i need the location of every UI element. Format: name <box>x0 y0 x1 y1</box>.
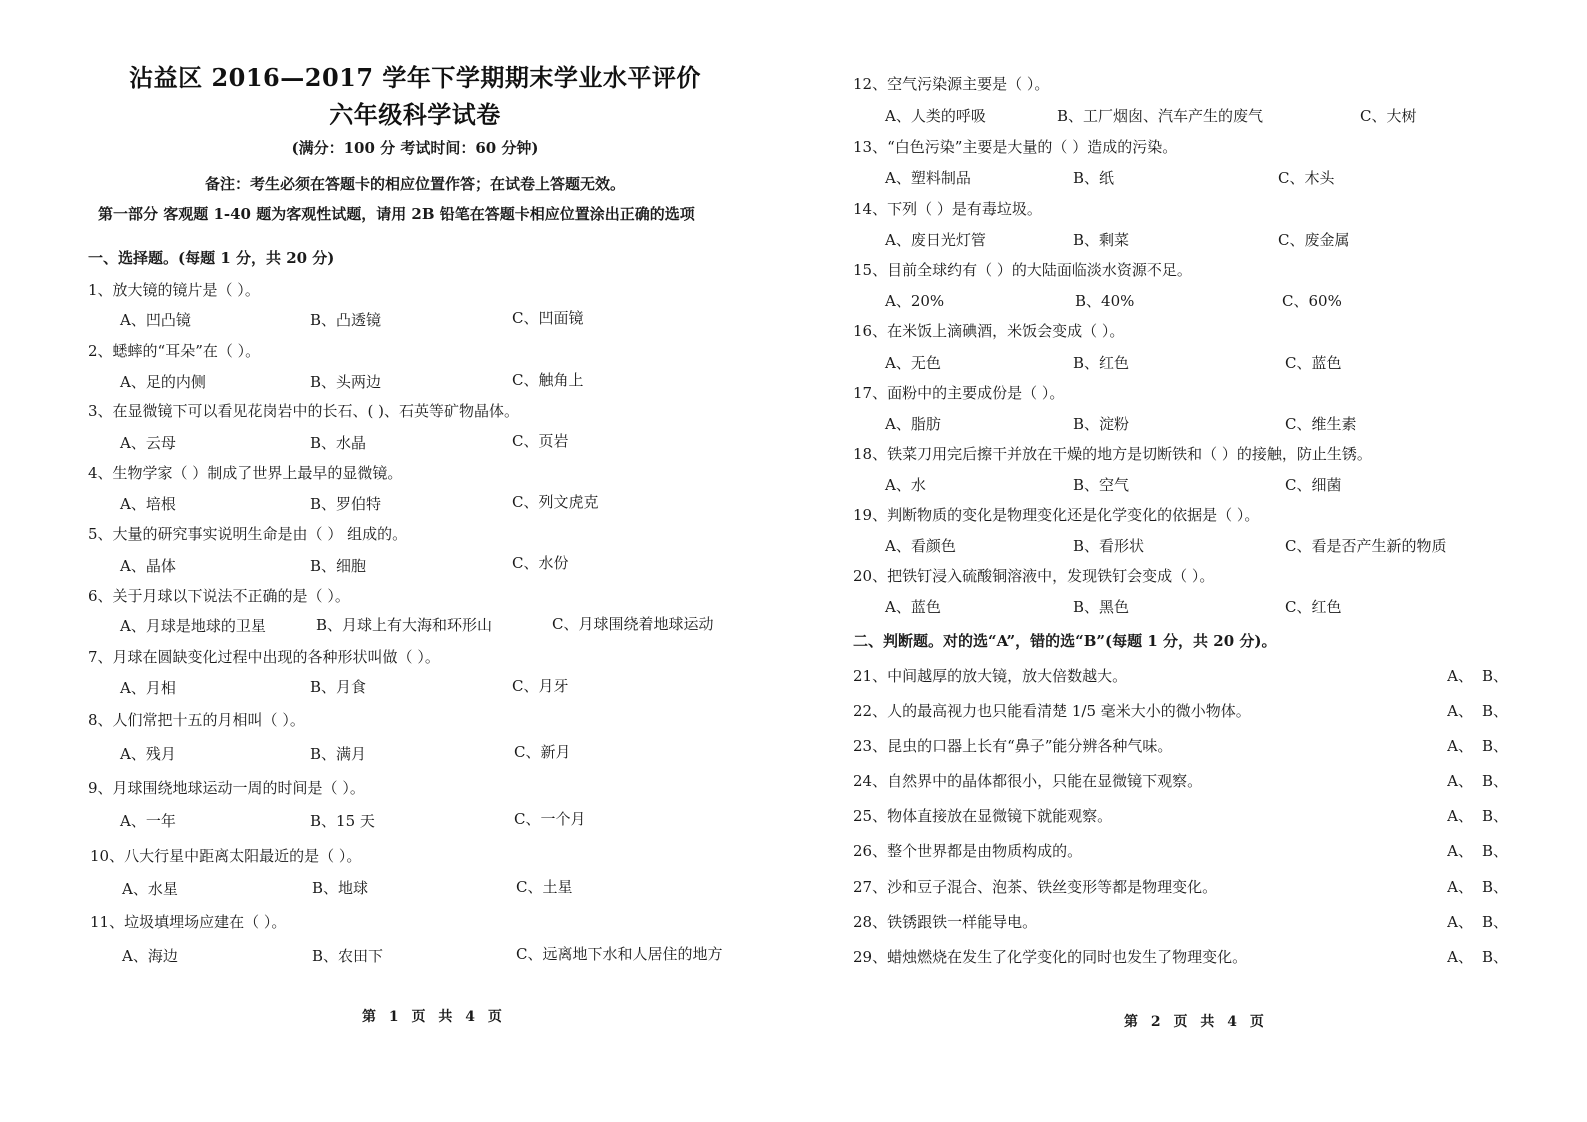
tf-text: 29、蜡烛燃烧在发生了化学变化的同时也发生了物理变化。 <box>853 948 1248 966</box>
option-17a: A、脂肪 <box>885 415 941 433</box>
option-12c: C、大树 <box>1360 107 1417 125</box>
option-2b: B、头两边 <box>310 373 382 391</box>
question-4: 4、生物学家（ ）制成了世界上最早的显微镜。 <box>88 464 403 482</box>
option-14c: C、废金属 <box>1278 231 1350 249</box>
option-7c: C、月牙 <box>512 677 569 695</box>
question-18: 18、铁菜刀用完后擦干并放在干燥的地方是切断铁和（ ）的接触，防止生锈。 <box>853 445 1372 463</box>
tf-option-a: A、 <box>1447 913 1473 931</box>
section-judgement-title: 二、判断题。对的选“A”，错的选“B”(每题 1 分，共 20 分)。 <box>853 632 1277 650</box>
option-3c: C、页岩 <box>512 432 569 450</box>
question-8: 8、人们常把十五的月相叫（ ）。 <box>88 711 305 729</box>
page-footer-1: 第 1 页 共 4 页 <box>362 1009 506 1025</box>
question-9: 9、月球围绕地球运动一周的时间是（ ）。 <box>88 779 365 797</box>
tf-option-b: B、 <box>1481 913 1508 931</box>
option-12a: A、人类的呼吸 <box>885 107 986 125</box>
option-16a: A、无色 <box>885 354 941 372</box>
section-choice-title: 一、选择题。(每题 1 分，共 20 分) <box>88 249 335 267</box>
option-10b: B、地球 <box>312 879 369 897</box>
tf-text: 21、中间越厚的放大镜，放大倍数越大。 <box>853 667 1128 685</box>
option-7a: A、月相 <box>120 679 176 697</box>
option-5a: A、晶体 <box>120 557 176 575</box>
question-10: 10、八大行星中距离太阳最近的是（ ）。 <box>90 847 362 865</box>
question-12: 12、空气污染源主要是（ ）。 <box>853 75 1050 93</box>
tf-option-b: B、 <box>1481 842 1508 860</box>
option-13c: C、木头 <box>1278 169 1335 187</box>
question-7: 7、月球在圆缺变化过程中出现的各种形状叫做（ ）。 <box>88 648 440 666</box>
tf-option-a: A、 <box>1447 878 1473 896</box>
exam-subtitle: 六年级科学试卷 <box>329 100 501 129</box>
option-2a: A、足的内侧 <box>120 373 206 391</box>
question-20: 20、把铁钉浸入硫酸铜溶液中，发现铁钉会变成（ ）。 <box>853 567 1215 585</box>
tf-option-b: B、 <box>1481 807 1508 825</box>
tf-text: 25、物体直接放在显微镜下就能观察。 <box>853 807 1113 825</box>
option-19c: C、看是否产生新的物质 <box>1285 537 1447 555</box>
option-10c: C、土星 <box>516 878 573 896</box>
part-instructions: 第一部分 客观题 1-40 题为客观性试题，请用 2B 铅笔在答题卡相应位置涂出正确的选项 <box>98 205 695 223</box>
tf-option-b: B、 <box>1481 772 1508 790</box>
exam-title: 沾益区 2016—2017 学年下学期期末学业水平评价 <box>129 63 701 92</box>
question-5: 5、大量的研究事实说明生命是由（ ） 组成的。 <box>88 525 408 543</box>
tf-option-b: B、 <box>1481 702 1508 720</box>
option-18a: A、水 <box>885 476 926 494</box>
exam-page-1 <box>0 0 790 1122</box>
tf-option-a: A、 <box>1447 842 1473 860</box>
option-16c: C、蓝色 <box>1285 354 1342 372</box>
option-4a: A、培根 <box>120 495 176 513</box>
tf-text: 27、沙和豆子混合、泡茶、铁丝变形等都是物理变化。 <box>853 878 1218 896</box>
option-5c: C、水份 <box>512 554 569 572</box>
tf-option-b: B、 <box>1481 737 1508 755</box>
question-11: 11、垃圾填埋场应建在（ ）。 <box>90 913 287 931</box>
tf-option-b: B、 <box>1481 878 1508 896</box>
tf-text: 22、人的最高视力也只能看清楚 1/5 毫米大小的微小物体。 <box>853 702 1251 720</box>
option-4c: C、列文虎克 <box>512 493 599 511</box>
option-8c: C、新月 <box>514 743 571 761</box>
tf-option-a: A、 <box>1447 702 1473 720</box>
option-2c: C、触角上 <box>512 371 584 389</box>
option-6b: B、月球上有大海和环形山 <box>316 616 493 634</box>
option-1c: C、凹面镜 <box>512 309 584 327</box>
option-4b: B、罗伯特 <box>310 495 382 513</box>
question-6: 6、关于月球以下说法不正确的是（ ）。 <box>88 587 350 605</box>
option-9a: A、一年 <box>120 812 176 830</box>
tf-option-a: A、 <box>1447 807 1473 825</box>
option-11a: A、海边 <box>122 947 178 965</box>
tf-text: 26、整个世界都是由物质构成的。 <box>853 842 1083 860</box>
exam-note: 备注：考生必须在答题卡的相应位置作答；在试卷上答题无效。 <box>204 175 625 193</box>
option-8a: A、残月 <box>120 745 176 763</box>
tf-text: 28、铁锈跟铁一样能导电。 <box>853 913 1038 931</box>
option-13b: B、纸 <box>1073 169 1115 187</box>
option-17b: B、淀粉 <box>1073 415 1130 433</box>
option-14a: A、废日光灯管 <box>885 231 986 249</box>
tf-option-a: A、 <box>1447 737 1473 755</box>
tf-option-a: A、 <box>1447 948 1473 966</box>
question-2: 2、蟋蟀的“耳朵”在（ ）。 <box>88 342 261 360</box>
option-3b: B、水晶 <box>310 434 367 452</box>
tf-text: 23、昆虫的口器上长有“鼻子”能分辨各种气味。 <box>853 737 1173 755</box>
option-18c: C、细菌 <box>1285 476 1342 494</box>
option-13a: A、塑料制品 <box>885 169 971 187</box>
tf-option-b: B、 <box>1481 667 1508 685</box>
exam-meta: (满分：100 分 考试时间：60 分钟) <box>291 139 539 157</box>
option-14b: B、剩菜 <box>1073 231 1130 249</box>
option-11b: B、农田下 <box>312 947 384 965</box>
question-17: 17、面粉中的主要成份是（ ）。 <box>853 384 1065 402</box>
option-20a: A、蓝色 <box>885 598 941 616</box>
page-footer-2: 第 2 页 共 4 页 <box>1124 1014 1268 1030</box>
option-15b: B、40% <box>1075 292 1135 310</box>
question-3: 3、在显微镜下可以看见花岗岩中的长石、( )、石英等矿物晶体。 <box>88 402 520 420</box>
option-8b: B、满月 <box>310 745 367 763</box>
option-11c: C、远离地下水和人居住的地方 <box>516 945 723 963</box>
option-15c: C、60% <box>1282 292 1342 310</box>
option-19b: B、看形状 <box>1073 537 1145 555</box>
question-13: 13、“白色污染”主要是大量的（ ）造成的污染。 <box>853 138 1178 156</box>
option-1a: A、凹凸镜 <box>120 311 191 329</box>
option-16b: B、红色 <box>1073 354 1130 372</box>
option-20c: C、红色 <box>1285 598 1342 616</box>
question-16: 16、在米饭上滴碘酒，米饭会变成（ ）。 <box>853 322 1125 340</box>
option-9c: C、一个月 <box>514 810 586 828</box>
option-3a: A、云母 <box>120 434 176 452</box>
option-19a: A、看颜色 <box>885 537 956 555</box>
tf-option-a: A、 <box>1447 667 1473 685</box>
tf-option-a: A、 <box>1447 772 1473 790</box>
tf-option-b: B、 <box>1481 948 1508 966</box>
option-1b: B、凸透镜 <box>310 311 382 329</box>
option-12b: B、工厂烟囱、汽车产生的废气 <box>1057 107 1264 125</box>
question-15: 15、目前全球约有（ ）的大陆面临淡水资源不足。 <box>853 261 1192 279</box>
tf-text: 24、自然界中的晶体都很小，只能在显微镜下观察。 <box>853 772 1203 790</box>
option-7b: B、月食 <box>310 678 367 696</box>
question-1: 1、放大镜的镜片是（ ）。 <box>88 281 260 299</box>
option-6a: A、月球是地球的卫星 <box>120 617 266 635</box>
question-14: 14、下列（ ）是有毒垃圾。 <box>853 200 1042 218</box>
question-19: 19、判断物质的变化是物理变化还是化学变化的依据是（ ）。 <box>853 506 1260 524</box>
option-9b: B、15 天 <box>310 812 375 830</box>
option-20b: B、黑色 <box>1073 598 1130 616</box>
option-15a: A、20% <box>885 292 945 310</box>
option-6c: C、月球围绕着地球运动 <box>552 615 714 633</box>
option-5b: B、细胞 <box>310 557 367 575</box>
option-18b: B、空气 <box>1073 476 1130 494</box>
option-17c: C、维生素 <box>1285 415 1357 433</box>
option-10a: A、水星 <box>122 880 178 898</box>
